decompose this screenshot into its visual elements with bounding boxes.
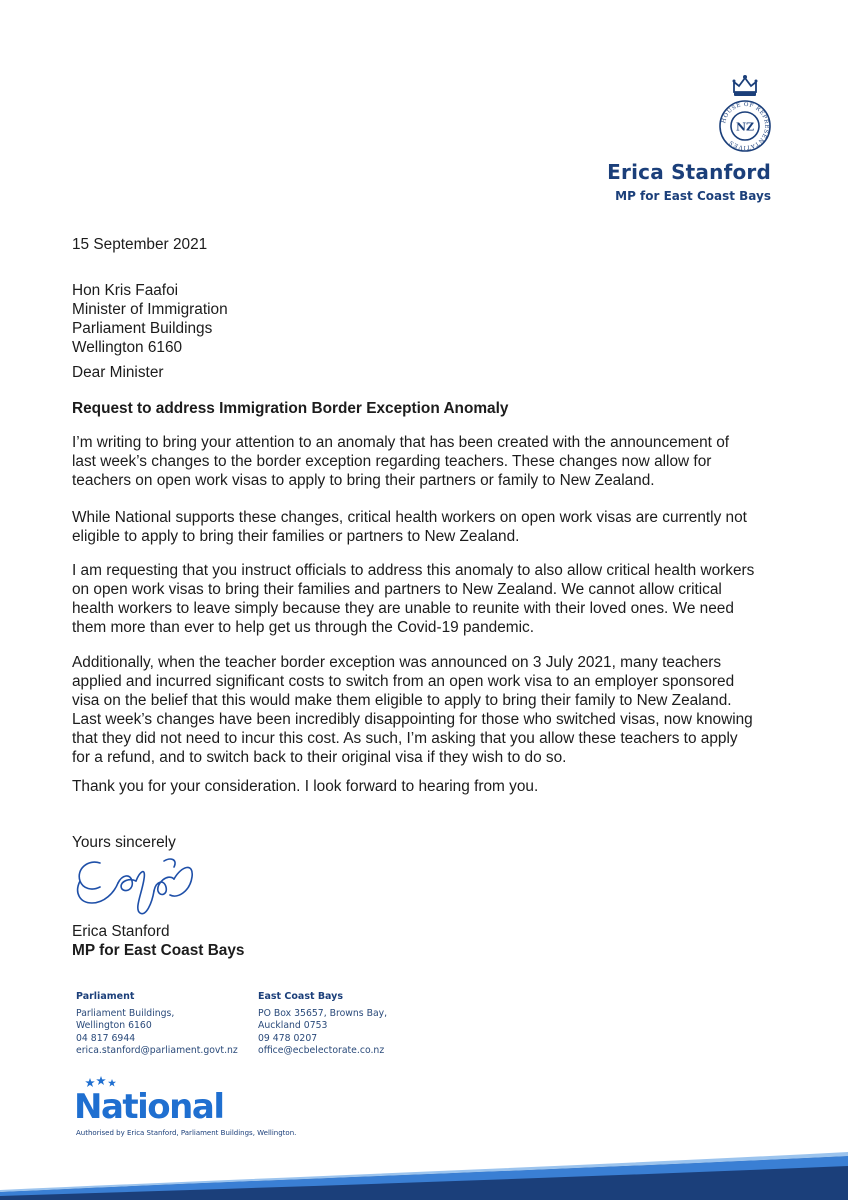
text-line: eligible to apply to bring their families or partners to New Zealand.: [72, 528, 520, 545]
footer-email-link[interactable]: erica.stanford@parliament.govt.nz: [76, 1044, 238, 1056]
text-line: applied and incurred significant costs to switch from an open work visa to an employer sponsored: [72, 673, 735, 690]
footer-electorate: [258, 991, 387, 1057]
text-line: I am requesting that you instruct officials to address this anomaly to also allow critical health workers: [72, 562, 755, 579]
svg-text:HOUSE OF REPRESENTATIVES: HOUSE OF REPRESENTATIVES: [721, 101, 770, 151]
footer-line: Wellington 6160: [76, 1020, 152, 1032]
footer-line: PO Box 35657, Browns Bay,: [258, 1008, 388, 1020]
text-line: last week’s changes to the border exception regarding teachers. These changes now allow for: [72, 453, 712, 470]
footer-heading: East Coast Bays: [258, 991, 344, 1002]
text-line: visa on the belief that this would make them eligible to apply to bring their family to New Zealand.: [72, 692, 732, 709]
footer-heading: Parliament: [76, 991, 135, 1002]
text-line: I’m writing to bring your attention to an anomaly that has been created with the announcement of: [72, 434, 730, 451]
authorisation-statement: Authorised by Erica Stanford, Parliament Buildings, Wellington.: [76, 1129, 297, 1137]
text-line: Thank you for your consideration. I look forward to hearing from you.: [72, 778, 539, 795]
paragraph-5: [72, 777, 782, 796]
signatory-title: MP for East Coast Bays: [72, 942, 245, 959]
recipient-line: Wellington 6160: [72, 339, 183, 356]
mp-seat: MP for East Coast Bays: [615, 189, 771, 203]
national-party-logo: National: [74, 1087, 224, 1127]
text-line: teachers on open work visas to apply to bring their partners or family to New Zealand.: [72, 472, 655, 489]
recipient-line: Parliament Buildings: [72, 320, 213, 337]
text-line: for a refund, and to switch back to their original visa if they wish to do so.: [72, 749, 567, 766]
footer-line: Parliament Buildings,: [76, 1008, 175, 1020]
mp-name: Erica Stanford: [607, 160, 771, 184]
salutation: Dear Minister: [72, 364, 164, 381]
signature-icon: [70, 853, 205, 923]
signatory-name: Erica Stanford: [72, 923, 170, 940]
paragraph-2: [72, 508, 782, 546]
text-line: health workers to leave simply because they are unable to reunite with their loved ones. We need: [72, 600, 734, 617]
footer-line: 09 478 0207: [258, 1032, 318, 1044]
text-line: that they did not need to incur this cost. As such, I’m asking that you allow these teachers to apply: [72, 730, 738, 747]
paragraph-1: [72, 433, 782, 490]
closing: Yours sincerely: [72, 834, 176, 851]
footer-email-link[interactable]: office@ecbelectorate.co.nz: [258, 1044, 385, 1056]
subject-line: Request to address Immigration Border Exception Anomaly: [72, 400, 509, 417]
paragraph-3: [72, 561, 782, 637]
text-line: Additionally, when the teacher border exception was announced on 3 July 2021, many teachers: [72, 654, 722, 671]
recipient-address: [72, 281, 782, 357]
text-line: them more than ever to help get us through the Covid-19 pandemic.: [72, 619, 534, 636]
recipient-line: Minister of Immigration: [72, 301, 228, 318]
crest-icon: [712, 72, 778, 154]
footer-line: 04 817 6944: [76, 1032, 136, 1044]
letter-date: 15 September 2021: [72, 236, 208, 253]
svg-text:NZ: NZ: [735, 120, 755, 134]
footer-line: Auckland 0753: [258, 1020, 328, 1032]
footer-parliament: [76, 991, 238, 1057]
text-line: While National supports these changes, critical health workers on open work visas are currently not: [72, 509, 747, 526]
footer-swoosh-graphic: [0, 1150, 848, 1200]
paragraph-4: [72, 653, 782, 767]
text-line: Last week’s changes have been incredibly disappointing for those who switched visas, now knowing: [72, 711, 753, 728]
recipient-line: Hon Kris Faafoi: [72, 282, 179, 299]
text-line: on open work visas to bring their families and partners to New Zealand. We cannot allow critical: [72, 581, 722, 598]
